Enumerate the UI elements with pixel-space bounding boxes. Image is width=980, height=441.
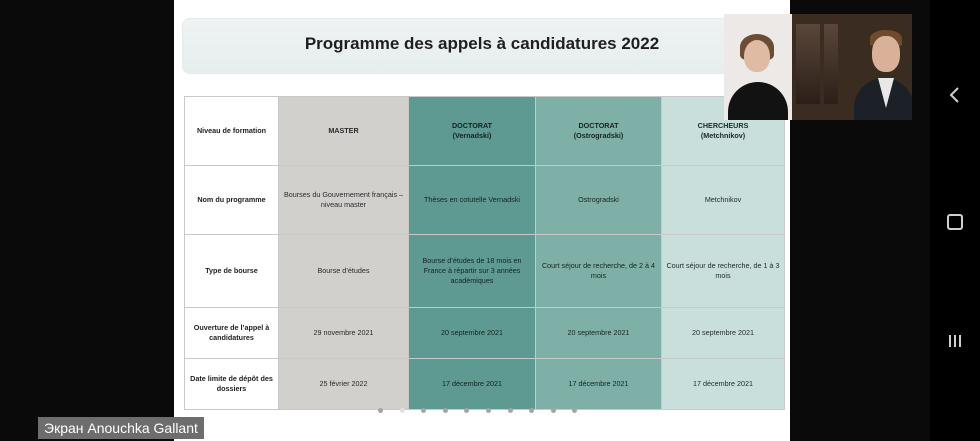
table-cell-ostrogradski	[536, 97, 662, 166]
column-header-line1: DOCTORAT	[578, 121, 619, 130]
table-cell-vernadski: 20 septembre 2021	[409, 308, 536, 359]
screen-share-caption: Экран Anouchka Gallant	[38, 417, 204, 439]
table-cell-master: 25 février 2022	[279, 359, 409, 410]
table-cell-metchnikov: 17 décembre 2021	[662, 359, 785, 410]
table-cell-vernadski: 17 décembre 2021	[409, 359, 536, 410]
participant-video-man[interactable]	[792, 14, 912, 120]
column-header-line1: CHERCHEURS	[697, 121, 749, 130]
pagination-dot[interactable]	[421, 408, 426, 413]
table-cell-vernadski: Thèses en cotutelle Vernadski	[409, 166, 536, 235]
pagination-dot[interactable]	[378, 408, 383, 413]
table-cell-metchnikov: Court séjour de recherche, de 1 à 3 mois	[662, 235, 785, 308]
row-label: Type de bourse	[185, 235, 279, 308]
pagination-dot[interactable]	[529, 408, 534, 413]
participant-video-strip	[724, 14, 912, 120]
program-table	[184, 96, 785, 410]
pagination-dot[interactable]	[486, 408, 491, 413]
shared-slide	[174, 0, 790, 441]
slide-title-band	[182, 18, 782, 74]
system-nav-bar	[930, 0, 980, 441]
pagination-dot[interactable]	[443, 408, 448, 413]
avatar	[744, 40, 770, 72]
recent-apps-icon[interactable]	[944, 332, 966, 354]
table-row	[185, 97, 785, 166]
table-cell-ostrogradski: 20 septembre 2021	[536, 308, 662, 359]
participant-video-woman[interactable]	[724, 14, 792, 120]
column-header-line1: DOCTORAT	[451, 121, 493, 130]
table-cell-ostrogradski: Court séjour de recherche, de 2 à 4 mois	[536, 235, 662, 308]
table-row	[185, 235, 785, 308]
home-square-icon[interactable]	[944, 210, 966, 232]
table-cell-master: Bourses du Gouvernement français – niveau master	[279, 166, 409, 235]
slide-title: Programme des appels à candidatures 2022	[304, 34, 660, 53]
table-row	[185, 308, 785, 359]
table-row	[185, 359, 785, 410]
row-label: Nom du programme	[185, 166, 279, 235]
program-table-container	[184, 96, 784, 410]
table-cell-ostrogradski: Ostrogradski	[536, 166, 662, 235]
pagination-dot[interactable]	[551, 408, 556, 413]
table-cell-vernadski	[409, 97, 536, 166]
column-header-line1: MASTER	[328, 126, 359, 135]
table-cell-vernadski: Bourse d’études de 18 mois en France à répartir sur 3 années académiques	[409, 235, 536, 308]
row-label: Date limite de dépôt des dossiers	[185, 359, 279, 410]
table-cell-metchnikov: 20 septembre 2021	[662, 308, 785, 359]
table-cell-master: Bourse d’études	[279, 235, 409, 308]
pagination-dot[interactable]	[508, 408, 513, 413]
row-label: Ouverture de l’appel à candidatures	[185, 308, 279, 359]
pagination-dot[interactable]	[464, 408, 469, 413]
column-header-line2: (Vernadski)	[452, 131, 492, 140]
avatar	[728, 82, 788, 120]
pagination-dot-active[interactable]	[400, 408, 405, 413]
avatar	[872, 36, 900, 72]
row-label: Niveau de formation	[185, 97, 279, 166]
column-header-line2: (Ostrogradski)	[573, 131, 624, 140]
pagination-dot[interactable]	[572, 408, 577, 413]
bookshelf-background	[824, 24, 838, 104]
bookshelf-background	[796, 24, 820, 104]
column-header-line2: (Metchnikov)	[700, 131, 746, 140]
table-cell-ostrogradski: 17 décembre 2021	[536, 359, 662, 410]
table-cell-metchnikov: Metchnikov	[662, 166, 785, 235]
table-cell-master: 29 novembre 2021	[279, 308, 409, 359]
table-row	[185, 166, 785, 235]
table-cell-master	[279, 97, 409, 166]
back-chevron-icon[interactable]	[944, 86, 966, 108]
